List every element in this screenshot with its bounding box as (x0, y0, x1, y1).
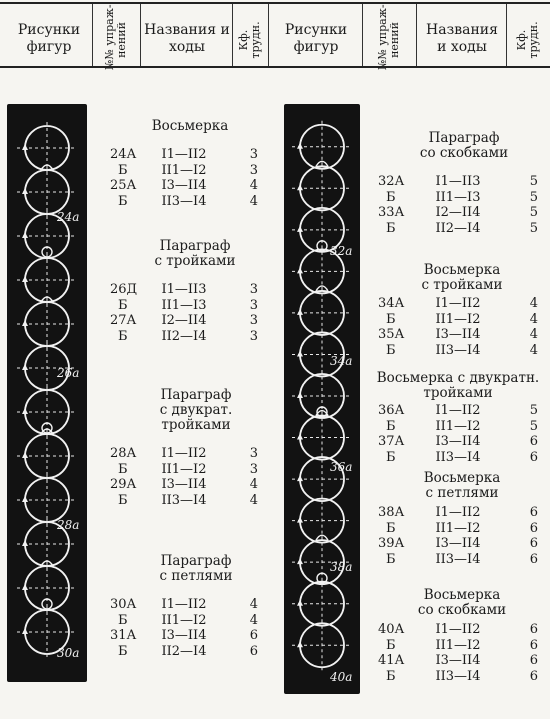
difficulty-coefficient: 6 (529, 505, 538, 520)
exercise-row (378, 403, 538, 418)
exercise-number: Б (386, 520, 396, 536)
exercise-number: 26Д (110, 282, 138, 297)
exercise-row (378, 296, 538, 311)
exercise-number: 24А (110, 147, 137, 162)
exercise-number: Б (386, 189, 396, 205)
exercise-row (110, 644, 258, 659)
difficulty-coefficient: 5 (529, 220, 538, 236)
exercise-move: I3—II4 (435, 536, 481, 551)
exercise-number: Б (386, 220, 396, 236)
exercise-group-title: Восьмерка с двукратн. (376, 370, 540, 386)
exercise-number: Б (386, 668, 396, 684)
figure-label: 24а (57, 210, 80, 224)
difficulty-coefficient: 6 (529, 449, 538, 465)
exercise-number: 36А (378, 403, 405, 418)
exercise-move: I2—II4 (161, 313, 207, 328)
exercise-row (378, 343, 538, 358)
exercise-number: Б (118, 612, 128, 628)
exercise-row (378, 536, 538, 551)
header-divider (140, 4, 141, 66)
difficulty-coefficient: 6 (529, 668, 538, 684)
difficulty-coefficient: 3 (249, 162, 258, 178)
exercise-move: II3—I4 (435, 551, 481, 567)
difficulty-coefficient: 5 (529, 205, 538, 220)
exercise-number: Б (118, 643, 128, 659)
exercise-move: II2—I4 (435, 220, 481, 236)
exercise-row (378, 552, 538, 567)
difficulty-coefficient: 5 (529, 189, 538, 205)
exercise-number: 34А (378, 296, 405, 311)
exercise-move: I1—II2 (161, 147, 207, 162)
difficulty-coefficient: 4 (249, 612, 258, 628)
exercise-row (110, 282, 258, 297)
exercise-move: I3—II4 (161, 628, 207, 643)
exercise-number: 40А (378, 622, 405, 637)
difficulty-coefficient: 5 (529, 174, 538, 189)
exercise-row (378, 312, 538, 327)
exercise-row (378, 505, 538, 520)
exercise-move: II3—I4 (161, 492, 207, 508)
exercise-group-title: Параграф (428, 130, 500, 146)
exercise-number: 31А (110, 628, 137, 643)
figure-label: 32а (330, 244, 353, 258)
exercise-move: I3—II4 (161, 477, 207, 492)
difficulty-coefficient: 3 (249, 297, 258, 313)
exercise-group-title: с петлями (159, 568, 233, 584)
exercise-number: 27А (110, 313, 137, 328)
exercise-row (110, 298, 258, 313)
exercise-group-title: с тройками (154, 253, 236, 269)
exercise-row (378, 327, 538, 342)
exercise-row (110, 462, 258, 477)
exercise-number: Б (386, 418, 396, 434)
exercise-row (378, 190, 538, 205)
exercise-number: 35А (378, 327, 405, 342)
figure-label: 38а (330, 560, 353, 574)
figure-diagram (7, 104, 87, 682)
exercise-move: II1—I2 (161, 461, 207, 477)
exercise-move: I1—II3 (435, 174, 481, 189)
figure-label: 26а (57, 366, 80, 380)
header-divider (362, 4, 363, 66)
exercise-group-title: с тройками (421, 277, 503, 293)
exercise-group-title: Восьмерка (423, 587, 501, 603)
exercise-move: II1—I2 (161, 612, 207, 628)
header-figures: Рисунки фигур (17, 22, 81, 55)
exercise-row (110, 178, 258, 193)
exercise-move: II3—I4 (161, 193, 207, 209)
exercise-move: II1—I3 (161, 297, 207, 313)
figure-label: 28а (57, 518, 80, 532)
header-figures: Рисунки фигур (284, 22, 348, 55)
header-divider (92, 4, 93, 66)
exercise-group-title: Параграф (159, 238, 231, 254)
exercise-row (110, 194, 258, 209)
difficulty-coefficient: 4 (249, 178, 258, 193)
difficulty-coefficient: 6 (529, 653, 538, 668)
difficulty-coefficient: 4 (249, 477, 258, 492)
header-coef: Кф. трудн. (515, 21, 540, 59)
figure-label: 40а (330, 670, 353, 684)
difficulty-coefficient: 3 (249, 282, 258, 297)
exercise-number: 28А (110, 446, 137, 461)
exercise-number: 29А (110, 477, 137, 492)
exercise-row (378, 669, 538, 684)
difficulty-coefficient: 3 (249, 446, 258, 461)
difficulty-coefficient: 4 (249, 193, 258, 209)
exercise-number: Б (386, 449, 396, 465)
exercise-row (110, 147, 258, 162)
exercise-move: II1—I2 (161, 162, 207, 178)
exercise-row (110, 446, 258, 461)
exercise-move: II1—I2 (435, 520, 481, 536)
figure-strip-right (284, 104, 360, 694)
exercise-move: I1—II2 (435, 622, 481, 637)
exercise-group-title: с петлями (425, 485, 499, 501)
header-names: Названия и ходы (426, 22, 498, 55)
exercise-group-title: тройками (161, 417, 231, 433)
exercise-group-title: Восьмерка (423, 262, 501, 278)
exercise-move: I3—II4 (435, 327, 481, 342)
exercise-row (110, 313, 258, 328)
exercise-number: Б (386, 342, 396, 358)
exercise-number: Б (118, 193, 128, 209)
exercise-move: I3—II4 (435, 653, 481, 668)
header-divider (506, 4, 507, 66)
exercise-move: II3—I4 (435, 449, 481, 465)
header-divider (232, 4, 233, 66)
difficulty-coefficient: 6 (529, 551, 538, 567)
difficulty-coefficient: 4 (529, 296, 538, 311)
figure-label: 34а (330, 354, 353, 368)
exercise-number: 32А (378, 174, 405, 189)
exercise-row (378, 434, 538, 449)
exercise-row (378, 450, 538, 465)
exercise-group-title: Параграф (160, 387, 232, 403)
difficulty-coefficient: 6 (529, 520, 538, 536)
exercise-row (110, 628, 258, 643)
exercise-number: Б (386, 637, 396, 653)
difficulty-coefficient: 3 (249, 313, 258, 328)
exercise-row (378, 622, 538, 637)
difficulty-coefficient: 4 (529, 311, 538, 327)
header-numbers: №№ упраж- нений (376, 4, 401, 70)
figure-label: 36а (330, 460, 353, 474)
exercise-row (378, 205, 538, 220)
exercise-row (378, 221, 538, 236)
exercise-group-title: Восьмерка (151, 118, 229, 134)
header-numbers: №№ упраж- нений (103, 4, 128, 70)
exercise-row (378, 174, 538, 189)
exercise-move: I1—II2 (435, 505, 481, 520)
exercise-row (110, 477, 258, 492)
difficulty-coefficient: 3 (249, 328, 258, 344)
exercise-move: II1—I2 (435, 637, 481, 653)
exercise-row (378, 521, 538, 536)
exercise-row (110, 597, 258, 612)
exercise-number: Б (386, 551, 396, 567)
header-divider (268, 4, 269, 66)
difficulty-coefficient: 6 (529, 434, 538, 449)
exercise-group-title: Восьмерка (423, 470, 501, 486)
difficulty-coefficient: 6 (249, 628, 258, 643)
exercise-number: 37А (378, 434, 405, 449)
exercise-row (110, 163, 258, 178)
figure-diagram (284, 104, 360, 694)
exercise-number: Б (118, 328, 128, 344)
exercise-group-title: со скобками (417, 602, 507, 618)
difficulty-coefficient: 3 (249, 147, 258, 162)
table-header (0, 0, 550, 70)
exercise-move: I3—II4 (161, 178, 207, 193)
difficulty-coefficient: 4 (529, 342, 538, 358)
exercise-row (378, 638, 538, 653)
exercise-number: Б (118, 461, 128, 477)
exercise-number: 38А (378, 505, 405, 520)
difficulty-coefficient: 4 (249, 597, 258, 612)
exercise-move: I1—II2 (161, 446, 207, 461)
exercise-number: 39А (378, 536, 405, 551)
exercise-group-title: Параграф (160, 553, 232, 569)
exercise-move: I1—II3 (161, 282, 207, 297)
difficulty-coefficient: 6 (529, 622, 538, 637)
exercise-group-title: с двукрат. (159, 402, 233, 418)
figure-strip-left (7, 104, 87, 682)
exercise-row (110, 329, 258, 344)
exercise-group-title: со скобками (419, 145, 509, 161)
exercise-move: I1—II2 (435, 296, 481, 311)
header-bottom-rule (0, 66, 550, 68)
exercise-number: Б (118, 492, 128, 508)
exercise-group-title: тройками (423, 385, 493, 401)
difficulty-coefficient: 5 (529, 418, 538, 434)
difficulty-coefficient: 3 (249, 461, 258, 477)
header-divider (416, 4, 417, 66)
header-coef: Кф. трудн. (237, 21, 262, 59)
header-top-rule (0, 2, 550, 4)
exercise-move: II3—I4 (435, 668, 481, 684)
difficulty-coefficient: 6 (529, 637, 538, 653)
exercise-move: II1—I2 (435, 311, 481, 327)
exercise-number: Б (386, 311, 396, 327)
header-names: Названия и ходы (144, 22, 230, 55)
exercise-number: Б (118, 297, 128, 313)
exercise-move: II1—I2 (435, 418, 481, 434)
exercise-move: I1—II2 (161, 597, 207, 612)
exercise-move: II1—I3 (435, 189, 481, 205)
difficulty-coefficient: 4 (249, 492, 258, 508)
exercise-move: I2—II4 (435, 205, 481, 220)
difficulty-coefficient: 6 (529, 536, 538, 551)
exercise-number: 33А (378, 205, 405, 220)
difficulty-coefficient: 4 (529, 327, 538, 342)
exercise-number: 41А (378, 653, 405, 668)
exercise-move: I3—II4 (435, 434, 481, 449)
exercise-move: II3—I4 (435, 342, 481, 358)
figure-label: 30а (57, 646, 80, 660)
exercise-row (110, 493, 258, 508)
difficulty-coefficient: 5 (529, 403, 538, 418)
exercise-move: II2—I4 (161, 328, 207, 344)
exercise-number: 25А (110, 178, 137, 193)
exercise-move: II2—I4 (161, 643, 207, 659)
exercise-row (110, 613, 258, 628)
exercise-number: 30А (110, 597, 137, 612)
difficulty-coefficient: 6 (249, 643, 258, 659)
exercise-row (378, 653, 538, 668)
exercise-number: Б (118, 162, 128, 178)
exercise-row (378, 419, 538, 434)
exercise-move: I1—II2 (435, 403, 481, 418)
